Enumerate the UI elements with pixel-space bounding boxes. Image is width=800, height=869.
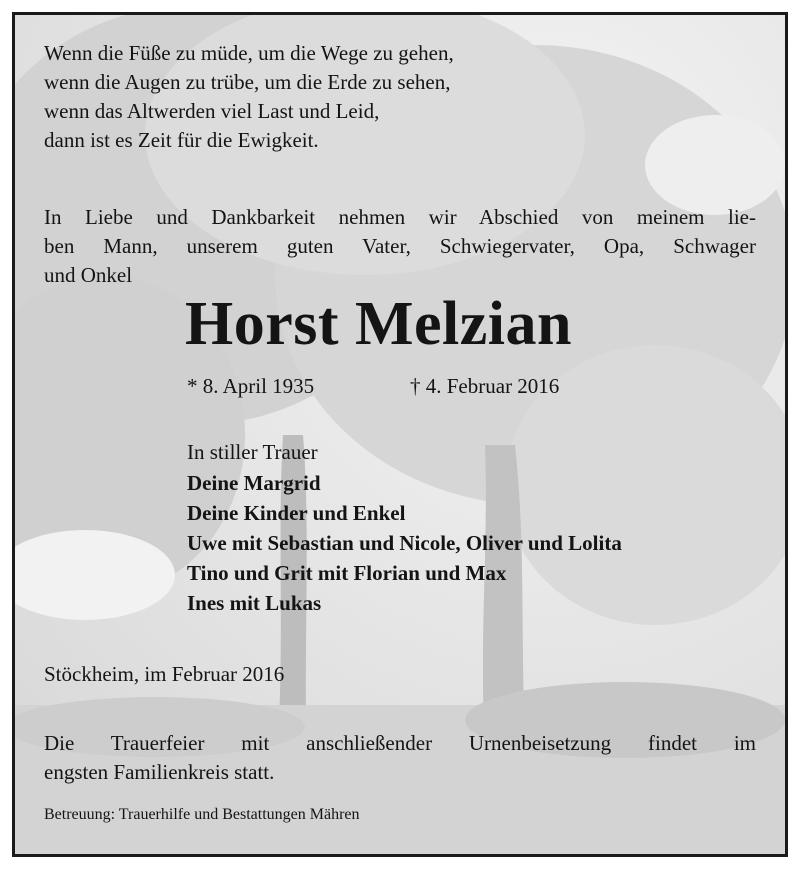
funeral-note-line-1: Die Trauerfeier mit anschließender Urnenbeisetzung findet im xyxy=(44,731,756,755)
mourner-line-2: Deine Kinder und Enkel xyxy=(187,501,406,525)
mourner-line-3: Uwe mit Sebastian und Nicole, Oliver und Lolita xyxy=(187,531,622,555)
mourner-line-1: Deine Margrid xyxy=(187,471,321,495)
funeral-care-credit: Betreuung: Trauerhilfe und Bestattungen Mähren xyxy=(44,806,360,823)
poem-line-1: Wenn die Füße zu müde, um die Wege zu gehen, xyxy=(44,41,454,65)
obituary-frame xyxy=(12,12,788,857)
mourners-heading: In stiller Trauer xyxy=(187,440,318,464)
place-date: Stöckheim, im Februar 2016 xyxy=(44,662,285,686)
intro-line-3: und Onkel xyxy=(44,263,133,287)
obituary-text xyxy=(15,15,785,854)
death-date: † 4. Februar 2016 xyxy=(410,374,560,398)
funeral-note-line-2: engsten Familienkreis statt. xyxy=(44,760,275,784)
poem-line-3: wenn das Altwerden viel Last und Leid, xyxy=(44,99,380,123)
poem-line-4: dann ist es Zeit für die Ewigkeit. xyxy=(44,128,319,152)
intro-line-2: ben Mann, unserem guten Vater, Schwiegervater, Opa, Schwager xyxy=(44,234,756,258)
intro-line-1: In Liebe und Dankbarkeit nehmen wir Abschied von meinem lie- xyxy=(44,205,756,229)
poem-line-2: wenn die Augen zu trübe, um die Erde zu sehen, xyxy=(44,70,451,94)
mourner-line-4: Tino und Grit mit Florian und Max xyxy=(187,561,507,585)
deceased-name: Horst Melzian xyxy=(185,290,573,358)
mourner-line-5: Ines mit Lukas xyxy=(187,591,322,615)
birth-date: * 8. April 1935 xyxy=(187,374,315,398)
